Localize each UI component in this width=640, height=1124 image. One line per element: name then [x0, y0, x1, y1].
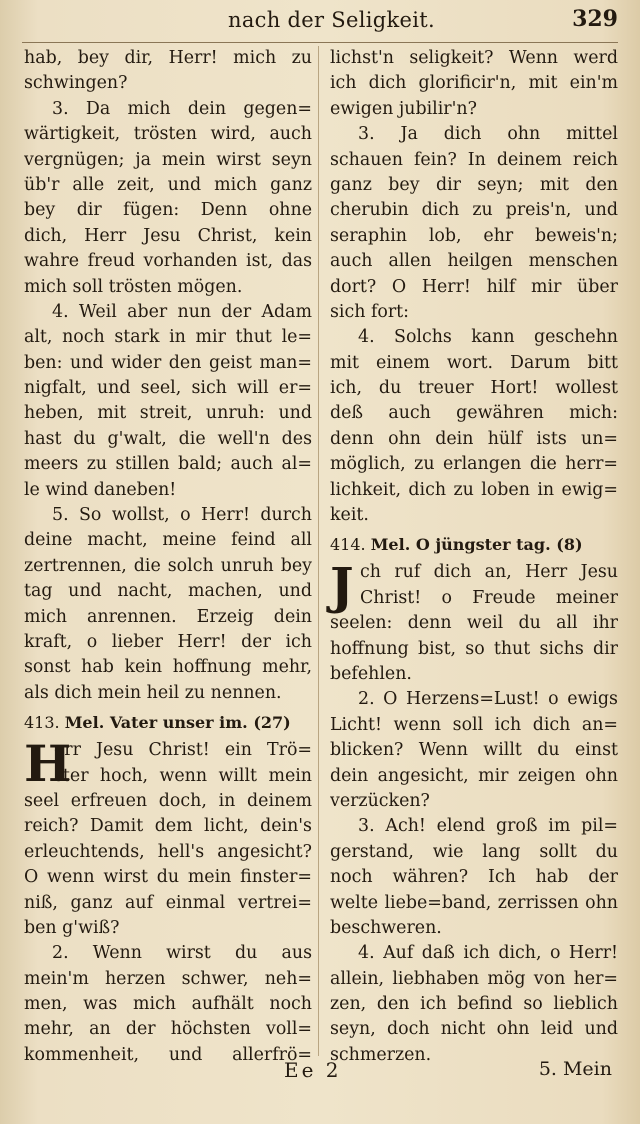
text-line: 4. Weil aber nun der Adam	[52, 301, 312, 322]
text-line: deß auch gewähren mich:	[330, 403, 618, 424]
text-line: denn ohn dein hülf ists un=	[330, 428, 618, 449]
page-footer	[0, 1058, 640, 1088]
drop-cap: H	[24, 734, 72, 794]
text-line: wahre freud vorhanden ist, das	[24, 251, 312, 272]
text-line: ich, du treuer Hort! wollest	[330, 378, 618, 399]
catchword: 5. Mein	[538, 1058, 612, 1080]
text-line: seelen: denn weil du all ihr	[330, 613, 618, 634]
text-line: schmerzen.	[330, 1044, 432, 1065]
text-line: ster hoch, wenn willt mein	[54, 765, 312, 786]
hymn-number: 413.	[24, 713, 60, 733]
stanza-3	[24, 97, 312, 300]
text-line: dort? O Herr! hilf mir über	[330, 276, 618, 297]
signature-mark: Ee 2	[284, 1058, 342, 1082]
column-divider	[318, 46, 319, 1056]
hymn-413-heading	[24, 710, 312, 736]
text-line: men, was mich aufhält noch	[24, 994, 312, 1015]
text-line: seyn, doch nicht ohn leid und	[330, 1019, 618, 1040]
hymn-414-stanza-4	[330, 941, 618, 1068]
text-line: alt, noch stark in mir thut le=	[24, 327, 312, 348]
left-column	[24, 46, 312, 1068]
text-line: 2. Wenn wirst du aus	[52, 943, 312, 964]
text-line: heben, mit streit, unruh: und	[24, 403, 312, 424]
text-line: lichst'n seligkeit? Wenn werd	[330, 48, 618, 68]
text-line: tag und nacht, machen, und	[24, 581, 312, 602]
text-line: 4. Auf daß ich dich, o Herr!	[358, 943, 618, 964]
page-number: 329	[572, 6, 618, 32]
hymn-414-opening	[330, 556, 618, 616]
text-line: zertrennen, die solch unruh bey	[24, 555, 312, 576]
text-line: Christ! o Freude meiner	[360, 587, 618, 608]
right-column	[330, 46, 618, 1068]
text-line: seel erfreuen doch, in deinem	[24, 790, 312, 811]
text-line: mehr, an der höchsten voll=	[24, 1019, 312, 1040]
text-line: wärtigkeit, trösten wird, auch	[24, 124, 312, 145]
text-line: noch währen? Ich hab der	[330, 867, 618, 888]
text-line: le wind daneben!	[24, 479, 177, 500]
text-line: sich fort:	[330, 301, 410, 322]
text-line: ben g'wiß?	[24, 917, 120, 938]
text-line: ich dich glorificir'n, mit ein'm	[330, 73, 618, 94]
text-line: mich anrennen. Erzeig dein	[24, 606, 312, 627]
melody-note: Mel. Vater unser im. (27)	[64, 713, 291, 733]
text-line: 3. Ja dich ohn mittel	[358, 124, 618, 145]
hymn-414-stanza-1	[330, 611, 618, 687]
hymn-414-stanza-2	[330, 687, 618, 814]
page-header	[0, 4, 640, 42]
text-line: kommenheit, und allerfrö=	[24, 1044, 312, 1065]
drop-cap: J	[330, 556, 354, 616]
text-line: nigfalt, und seel, sich will er=	[24, 378, 312, 399]
text-line: 2. O Herzens=Lust! o ewigs	[358, 689, 618, 710]
text-line: deine macht, meine feind all	[24, 530, 312, 551]
text-line: 3. Ach! elend groß im pil=	[358, 816, 618, 837]
text-line: erleuchtends, hell's angesicht?	[24, 841, 312, 862]
text-line: verzücken?	[330, 790, 430, 811]
text-line: hab, bey dir, Herr! mich zu	[24, 48, 312, 68]
text-line: schwingen?	[24, 73, 128, 94]
text-line: beschweren.	[330, 917, 442, 938]
melody-note: Mel. O jüngster tag. (8)	[370, 535, 583, 555]
text-line: err Jesu Christ! ein Trö=	[54, 740, 312, 761]
text-line: O wenn wirst du mein finster=	[24, 867, 312, 888]
text-line: 5. So wollst, o Herr! durch	[52, 505, 312, 526]
hymn-413-stanza-1	[24, 789, 312, 941]
stanza-5	[24, 503, 312, 706]
text-line: kraft, o lieber Herr! der ich	[24, 631, 312, 652]
text-line: Licht! wenn soll ich dich an=	[330, 714, 618, 735]
text-line: cherubin dich zu preis'n, und	[330, 200, 618, 221]
text-line: ben: und wider den geist man=	[24, 352, 312, 373]
text-line: sonst hab kein hoffnung mehr,	[24, 657, 312, 678]
text-line: als dich mein heil zu nennen.	[24, 682, 282, 703]
text-line: ewigen jubilir'n?	[330, 98, 477, 119]
text-line: niß, ganz auf einmal vertrei=	[24, 892, 312, 913]
text-line: hast du g'walt, die well'n des	[24, 428, 312, 449]
text-line: mich soll trösten mögen.	[24, 276, 243, 297]
text-line: ch ruf dich an, Herr Jesu	[360, 562, 618, 583]
text-line: 4. Solchs kann geschehn	[358, 327, 618, 348]
text-line: bey dir fügen: Denn ohne	[24, 200, 312, 221]
text-line: reich? Damit dem licht, dein's	[24, 816, 312, 837]
stanza-3	[330, 122, 618, 325]
stanza-continuation	[330, 46, 618, 122]
hymn-414-stanza-3	[330, 814, 618, 941]
text-line: keit.	[330, 505, 369, 526]
text-line: allein, liebhaben mög von her=	[330, 968, 618, 989]
text-line: hoffnung bist, so thut sichs dir	[330, 638, 618, 659]
text-line: seraphin lob, ehr beweis'n;	[330, 225, 618, 246]
text-line: meers zu stillen bald; auch al=	[24, 454, 312, 475]
text-line: mit einem wort. Darum bitt	[330, 352, 618, 373]
text-line: üb'r alle zeit, und mich ganz	[24, 174, 312, 195]
hymn-414-heading	[330, 532, 618, 558]
header-rule	[22, 42, 618, 43]
text-line: blicken? Wenn willt du einst	[330, 740, 618, 761]
running-head: nach der Seligkeit.	[228, 8, 435, 32]
text-line: mein'm herzen schwer, neh=	[24, 968, 312, 989]
text-line: schauen fein? In deinem reich	[330, 149, 618, 170]
stanza-4	[330, 325, 618, 528]
hymn-number: 414.	[330, 535, 366, 555]
stanza-continuation	[24, 46, 312, 97]
text-line: vergnügen; ja mein wirst seyn	[24, 149, 312, 170]
text-line: lichkeit, dich zu loben in ewig=	[330, 479, 618, 500]
text-line: dich, Herr Jesu Christ, kein	[24, 225, 312, 246]
text-line: ganz bey dir seyn; mit den	[330, 174, 618, 195]
text-line: befehlen.	[330, 663, 412, 684]
text-line: 3. Da mich dein gegen=	[52, 98, 312, 119]
text-line: auch allen heilgen menschen	[330, 251, 618, 272]
hymn-413-stanza-2	[24, 941, 312, 1068]
text-line: zen, den ich befind so lieblich	[330, 994, 618, 1015]
text-line: welte liebe=band, zerrissen ohn	[330, 892, 618, 913]
stanza-4	[24, 300, 312, 503]
hymn-413-opening	[24, 734, 312, 794]
text-line: gerstand, wie lang sollt du	[330, 841, 618, 862]
text-line: dein angesicht, mir zeigen ohn	[330, 765, 618, 786]
text-line: möglich, zu erlangen die herr=	[330, 454, 618, 475]
